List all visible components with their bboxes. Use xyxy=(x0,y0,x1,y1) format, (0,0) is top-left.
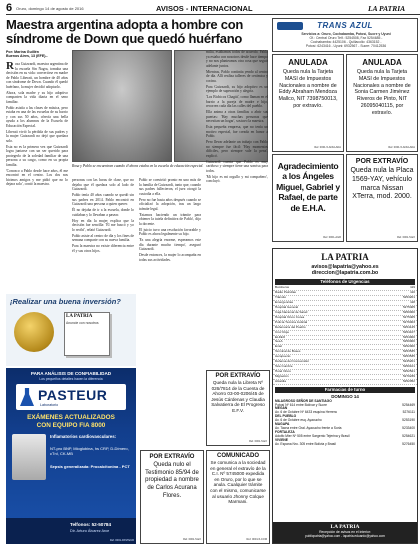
phone-name: Aeropuerto xyxy=(275,354,291,359)
headline-line-1: Maestra argentina adopta a hombre con xyxy=(6,17,244,32)
phone-number: 5275405 xyxy=(402,314,415,319)
bus-icon xyxy=(277,22,303,30)
pharmacy-name: MAGAPA xyxy=(275,422,290,427)
ad-body: Queda nula la Tarjeta MASI de Impuestos Nacionales a nombre de Sonia Carmen Jiménez Riveros de Pinto, NIT 26095040115, por extravío. xyxy=(353,69,411,116)
paragraph: Desde entonces, la mujer lo acompaña en todas sus actividades. xyxy=(139,253,201,262)
ad-top: PARA ANÁLISIS DE CONFIABILIDAD xyxy=(30,371,112,376)
ad-ref: Ref. 0001-5-ANULADA xyxy=(314,145,341,149)
ad-body: Queda nulo el Testimonio 85/94 de propiedad a nombre de Carlos Acurana Flores. xyxy=(145,462,199,499)
ad-headline: ¡Realizar una buena inversión? xyxy=(10,297,121,306)
extravio-placa-ad xyxy=(346,154,418,242)
ad-contact: Telfonos: 52-50784 xyxy=(70,522,112,527)
paragraph: Para Guizzardi, su hijo adoptivo es un ejemplo de superación y alegría. xyxy=(206,84,268,93)
pharmacies-title: Farmacias de turno xyxy=(275,387,415,393)
pharmacy-address: Av. 6 de Octubre esq. Ayacucho xyxy=(275,418,322,423)
ad-headline-1: EXÁMENES ACTUALIZADOS xyxy=(27,414,115,421)
pharmacy-address: Av. 6 de Octubre Nº 6433 esquina Herrera xyxy=(275,410,337,415)
phone-number: 5253201 xyxy=(402,294,415,299)
phone-name: Tele Cumbre xyxy=(275,364,293,369)
ad-title: ANULADA xyxy=(362,58,402,67)
dateline: Oruro, domingo 14 de agosto de 2016 xyxy=(16,6,84,11)
pharmacy-address: Adolfo Mier Nº 505 entre Sargento Tejerina y Brasil xyxy=(275,433,350,438)
ad-title: COMUNICADO xyxy=(217,453,259,459)
phone-name: Tránsito xyxy=(275,294,287,299)
pharmacy-entry xyxy=(273,400,417,408)
phone-number: 5254125 xyxy=(402,324,415,329)
phone-name: Defensa del Consumidor xyxy=(275,359,310,364)
ad-title: ANULADA xyxy=(288,58,328,67)
anulada-ad-1 xyxy=(272,54,344,152)
ad-body: Se comunica a la sociedad en general el extravío de la C.I. Nº 5745000 expedida en Oruro, por lo que se anula. Cualquier trámite con el mismo, comunicarse al usuario Jhonny Colque Marmani. xyxy=(210,460,266,505)
byline-author: Por: Marina Guillén xyxy=(6,50,39,54)
paragraph: Esta no es la primera vez que Guizzardi logra juntarse con un ser querido para protegerlo de la soledad familiar de una persona a su cargo, como en su propia familia. xyxy=(6,144,68,167)
section-title: AVISOS - INTERNACIONAL xyxy=(156,4,253,13)
paragraph: Pablo asistía a las clases de música, pero estaba en una de las escuelas de su barrio y con sus 50 años, ofrecía una bella ayuda a los alumnos de la Escuela de Educación Especial. xyxy=(6,105,68,128)
pharmacy-name: MEGAN xyxy=(275,406,288,411)
paragraph: Esta pequeña empresa, que no tenía un motivo especial, fue creada en honor a Pablo. xyxy=(206,125,268,138)
phone-name: Terminal de Buses xyxy=(275,349,301,354)
footer-text: Recepción de avisos en el interior: xyxy=(319,530,371,534)
phone-number: 5250101 xyxy=(402,364,415,369)
pasteur-logo-sub: Laboratorio xyxy=(40,403,59,407)
phone-number: 110 xyxy=(410,289,415,294)
footer-email: publicpatria@yahoo.com - lapatria.eduardo@yahoo.com xyxy=(305,534,385,538)
directory-email-1: avisos@lapatria@yahoo.es xyxy=(311,264,379,270)
paragraph: Ella anima a otras familias a abrir sus puertas: 'Hay muchas personas que necesitan un hogar', sostuvo la maestra. xyxy=(206,110,268,123)
ad-ref: Ref. 0001-5-ANULADA xyxy=(388,145,415,149)
footer-brand: LA PATRIA xyxy=(330,524,360,530)
pharmacy-address: Av. Espana Nro. 305 entre Bolivia y Brasil xyxy=(275,441,336,446)
trans-azul-line: Cochabamba: 4425106 - Quillacollo: 4363152 - xyxy=(310,40,382,44)
pharmacy-name: FORTALEZA xyxy=(275,429,295,434)
phone-number: 5250000 xyxy=(402,339,415,344)
phone-number: 5253535 xyxy=(402,354,415,359)
pharmacy-entry xyxy=(273,431,417,439)
ad-headline-2: CON EQUIPO FIA 8000 xyxy=(36,422,106,429)
pharmacy-details xyxy=(275,443,415,447)
pharmacy-address: Potosí Nº 614 entre Bolívar y Sucre xyxy=(275,402,327,407)
pharmacy-name: DEL PUEBLO xyxy=(275,414,297,419)
list-other: Sepsis generalizada: Procalcitonina - PCT xyxy=(50,464,130,469)
paragraph: Él no dejaba de ir a la escuela, donde lo cuidaban y lo llevaban a pasear. xyxy=(72,208,134,217)
list-body: NT-pro BNP, Mioglobina, hs CRP, D-Dímero, cTnI, CK-MB xyxy=(50,446,129,456)
pasteur-ad xyxy=(6,368,136,544)
ad-title: POR EXTRAVÍO xyxy=(215,373,261,379)
phone-number: 5245201 xyxy=(402,359,415,364)
phone-name: Cruz Roja xyxy=(275,329,289,334)
la-patria-directory xyxy=(272,248,418,544)
pharmacy-address: Av. Tacna entre Gral. Ayacucho frente a Soria xyxy=(275,426,342,430)
phone-number: 5252521 xyxy=(402,369,415,374)
paragraph: milia, estábamos todos de acuerdo. Pablo ya estaba con nosotros desde hace tiempo y no nos planteamos otra cosa que seguir adelante juntos. xyxy=(206,50,268,68)
ad-brand: LA PATRIA xyxy=(66,314,93,319)
pharmacy-phone: 5233400 xyxy=(402,426,415,430)
byline xyxy=(6,50,68,59)
phone-name: SeLA xyxy=(275,339,283,344)
paragraph: Para la maestra no existe diferencia entre él y sus otros hijos. xyxy=(72,244,134,253)
ad-title: POR EXTRAVÍO xyxy=(149,454,195,460)
phones-title: Teléfonos de Urgencias xyxy=(275,279,415,285)
extravio-libreta-ad xyxy=(206,370,270,446)
ad-sub: Los pequeños detalles hacen la diferencia xyxy=(39,377,103,381)
directory-footer xyxy=(273,522,417,543)
article-column-3 xyxy=(139,178,201,368)
inversion-ad xyxy=(6,294,136,366)
comunicado-ad xyxy=(206,450,270,544)
paragraph: Pablo asiste al centro de día y los fines de semana comparte con su nueva familia. xyxy=(72,233,134,242)
phone-name: Emergencias xyxy=(275,299,294,304)
paragraph: Ahora, sola madre y su hijo adoptivo comparten la vida diaria en el seno familiar. xyxy=(6,90,68,104)
pharmacy-name: VIVIENE xyxy=(275,437,289,442)
paragraph: Liberati vivió la pérdida de sus padres y la mujer Guizzardi no dejó que quedara solo. xyxy=(6,129,68,143)
paragraph: Hoy en día la mujer explica que la decisión fue sencilla: 'Él me buscó y yo lo recibí', relató Guizzardi. xyxy=(72,218,134,232)
trans-azul-ad xyxy=(272,18,418,52)
trans-azul-line: Servicios a: Oruro, Cochabamba, Potosí, Sucre y Uyuni xyxy=(301,32,391,36)
phone-row xyxy=(273,380,417,385)
phone-number: 5252052 xyxy=(402,379,415,384)
phone-name: Hotel Oruro xyxy=(275,369,291,374)
paragraph: Pablo se convirtió pronto en uno más de la familia de Guizzardi, tanto que, cuando sus padres fallecieron, el juez otorgó la custodia a ella. xyxy=(139,178,201,196)
anulada-ad-2 xyxy=(346,54,418,152)
page-header xyxy=(6,3,420,15)
extravio-testimonio-ad xyxy=(140,450,204,544)
paragraph: Guizzardi cuenta que Pablo es muy cariñoso y siempre tiene una sonrisa para todos. xyxy=(206,159,268,173)
phone-name: Radio Patrullas xyxy=(275,289,296,294)
phone-name: Entel xyxy=(275,344,283,349)
phone-name: Hospital General xyxy=(275,304,299,309)
pharmacy-phone: 5254469 xyxy=(402,402,415,407)
pharmacy-phone: 5276450 xyxy=(402,441,415,446)
trans-azul-logo: TRANS AZUL xyxy=(317,21,373,30)
pharmacy-entry xyxy=(273,439,417,447)
analyzer-image xyxy=(12,434,46,480)
ad-title: POR EXTRAVÍO xyxy=(355,158,409,165)
ad-body: Queda nula la Libreta Nº 026/7814 de la Cuenta de Ahorro 03-00-0206/45 de Jesús Cárdenas y Claudia Salvatierra de El Progreso E.F.V. xyxy=(211,380,265,413)
paragraph: osa Guizzardi, maestra argentina de la escuela Sin Nagra, tomaba una decisión en su vida: convertirse en madre de Pablo Liberati, un hombre de 40 años con síndrome de Down. Cuando él quedó huérfano, la mujer decidió adoptarlo. xyxy=(6,62,68,89)
agradecimiento-ad xyxy=(272,154,344,242)
phone-number: 5250000 xyxy=(402,309,415,314)
phone-number: 5254107 xyxy=(402,329,415,334)
ad-body: Agradecimiento a los Ángeles Miguel, Gabriel y Rafael, de parte de E.H.A. xyxy=(276,161,340,213)
page-number: 6 xyxy=(6,2,13,14)
ad-ref: Ref. 0001-PASTEUR xyxy=(109,538,134,542)
ad-ref: Ref. 0001-AGR xyxy=(323,235,341,239)
ad-ref: Ref. 0001-5-EX xyxy=(183,537,201,541)
pharmacy-phone: 5253190 xyxy=(402,418,415,423)
pharmacy-phone: 5276111 xyxy=(402,410,415,415)
ad-body: Queda nula la Placa 1569-YAY, vehículo marca Nissan XTerra, mod. 2000. xyxy=(350,167,414,201)
paragraph: El juicio tuvo una resolución favorable y Pablo es ahora legalmente su hijo. xyxy=(139,227,201,236)
paragraph: personas con las horas de clase, que no dejaba que él quedara solo al lado de Guizzardi. xyxy=(72,178,134,191)
phone-number: 5254000 xyxy=(402,334,415,339)
phone-name: Defensoría del Pueblo xyxy=(275,324,306,329)
directory-brand: LA PATRIA xyxy=(321,252,369,262)
byline-dateline: Buenos Aires, 13 (EFE).- xyxy=(6,54,48,59)
pasteur-logo: PASTEUR xyxy=(38,387,108,403)
photo-caption: Rosa y Pablo se encuentran cuando él ahora estaba en la escuela de educación especial. xyxy=(72,164,204,168)
trans-azul-line: Of.: Central Oruro Telf.: 5254508, Fax 5254685 - xyxy=(309,36,383,40)
phone-name: Policía Técnica Judicial xyxy=(275,319,308,324)
phone-name: ELFEO xyxy=(275,334,286,339)
headline-line-2: síndrome de Down que quedó huérfano xyxy=(6,31,243,46)
ad-contact-2: Dir. Arturo Álvarez Arce xyxy=(70,529,110,533)
paragraph: Pero llevar adelante un trabajo con Pablo no siempre fue fácil: 'Hay momentos difíciles, pero siempre vale la pena', explicó. xyxy=(206,140,268,158)
ad-sub: Anuncie con nosotros xyxy=(66,321,99,325)
trans-azul-line: Potosí: 6243416 - Uyuni: 6932567 - Sucre: 70412536 xyxy=(305,44,387,48)
phone-number: 5276003 xyxy=(402,319,415,324)
phone-name: Caja Nacional de Salud xyxy=(275,309,308,314)
paragraph: 'Es una alegría enorme, esperamos este día durante mucho tiempo', aseguró Guizzardi. xyxy=(139,238,201,251)
paragraph: 'Los Bichicos Chagüi', como llaman en el barrio a la pareja de madre e hijo, recorren cada día las calles del pueblo. xyxy=(206,95,268,108)
paper-name: LA PATRIA xyxy=(368,4,406,13)
ad-ref: Ref. 0001-5-EX xyxy=(397,235,415,239)
phone-name: Bomberos xyxy=(275,285,290,289)
paragraph: 'Conozco a Pablo desde hace años, él me encontró en el centro. Los dos nos hicimos amigos y me pidió que no lo dejara solo', contó la maestra. xyxy=(6,168,68,186)
article-column-4 xyxy=(206,50,268,368)
phone-name: Migración xyxy=(275,374,289,379)
ad-body: Queda nula la Tarjeta MASI de Impuestos Nacionales a nombre de Eddy Abraham Mendoza Mallco, NIT 7398750013, por extravío. xyxy=(278,69,338,109)
pharmacy-name: MILAGROSO SEÑOR DE SANTIAGO xyxy=(275,398,332,403)
article-photo-1 xyxy=(72,50,172,162)
coins-icon xyxy=(14,312,54,352)
phone-number: 5253535 xyxy=(402,349,415,354)
phone-list xyxy=(273,286,417,385)
phone-name: Hospital Oruro Corea xyxy=(275,314,305,319)
pharmacies-day: DOMINGO 14 xyxy=(331,394,359,400)
paragraph: 'Mi hijo es mi orgullo y mi compañero', concluyó. xyxy=(206,174,268,183)
paragraph: 'Estamos haciendo un trámite para obtener la tutela definitiva de Pablo', dijo la docente. xyxy=(139,212,201,226)
ad-ref: Ref. 0001-5-EX xyxy=(249,439,267,443)
dropcap: R xyxy=(6,62,14,72)
ad-ref: Ref. 0001-5-COM xyxy=(246,537,267,541)
paragraph: Pero no fue hasta años después cuando se oficializó la adopción, tras un largo trámite legal. xyxy=(139,197,201,211)
phone-number: 118 xyxy=(410,299,415,304)
phone-number: 119 xyxy=(410,285,415,289)
paragraph: Mientras, Pablo continúa yendo al centro de día. Allí realiza talleres de cerámica y cocina. xyxy=(206,69,268,83)
phone-number: 5270239 xyxy=(402,374,415,379)
article-headline xyxy=(6,18,268,46)
phone-number: 5252000 xyxy=(402,344,415,349)
phone-name: Alcaldía xyxy=(275,379,287,384)
phone-number: 5275405 xyxy=(402,304,415,309)
directory-email-2: direccion@lapatria.com.bo xyxy=(311,270,379,276)
paragraph: Pablo tenía 40 años cuando se quedó sin sus padres en 2014. Pablo encontró en Guizzardi una persona a quien querer. xyxy=(72,193,134,206)
list-title: Inflamatorios cardiovasculares: xyxy=(50,434,117,439)
pharmacy-phone: 5254621 xyxy=(402,433,415,438)
pharmacy-entry xyxy=(273,415,417,423)
pharmacy-list xyxy=(273,400,417,447)
